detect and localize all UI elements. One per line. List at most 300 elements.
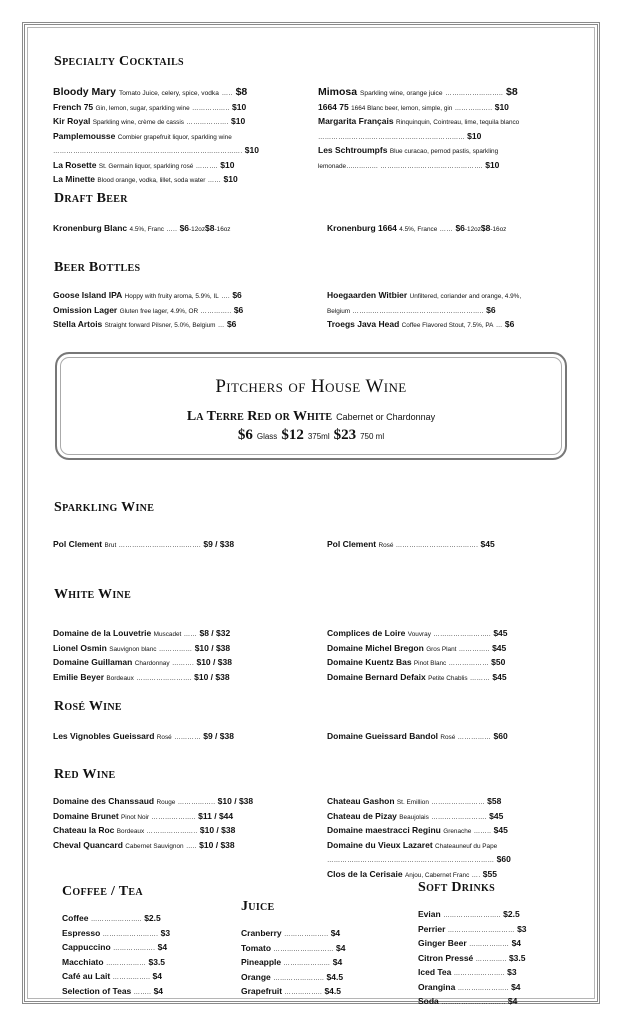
item-name: Café au Lait bbox=[62, 971, 111, 981]
item-price: $4 bbox=[511, 981, 521, 992]
section-heading-draft-beer: Draft Beer bbox=[54, 191, 128, 206]
menu-item bbox=[327, 839, 511, 854]
item-description: 4.5%, France bbox=[399, 226, 438, 233]
juice-list bbox=[241, 927, 346, 1000]
item-name: Complices de Loire bbox=[327, 628, 406, 638]
menu-item bbox=[53, 730, 234, 745]
item-leader-dots: …………….. bbox=[112, 974, 151, 981]
item-name: Domaine Brunet bbox=[53, 810, 119, 821]
item-price: $45 bbox=[493, 825, 508, 835]
item-leader-dots: ………….. bbox=[200, 307, 232, 315]
item-name: Omission Lager bbox=[53, 304, 118, 315]
menu-item bbox=[62, 985, 170, 1000]
label-750: 750 ml bbox=[360, 432, 385, 441]
item-name: Orangina bbox=[418, 981, 456, 992]
item-leader-dots: …… bbox=[439, 226, 454, 233]
item-leader-dots: ……………………… bbox=[273, 945, 334, 953]
item-price: $3 bbox=[160, 927, 171, 938]
house-wine-name: La Terre Red or White bbox=[186, 409, 333, 424]
item-leader-dots: ……………………. bbox=[102, 930, 159, 938]
draft-left-list bbox=[53, 222, 231, 237]
item-price: $58 bbox=[487, 796, 502, 806]
menu-item bbox=[327, 538, 495, 553]
item-price: $10 bbox=[230, 116, 246, 126]
menu-item bbox=[241, 971, 346, 986]
item-leader-dots: …. bbox=[471, 871, 481, 879]
house-wine-desc: Cabernet or Chardonnay bbox=[336, 412, 436, 422]
item-description: Hoppy with fruity aroma, 5.9%, IL bbox=[124, 293, 219, 300]
menu-item bbox=[53, 144, 263, 159]
menu-item bbox=[327, 824, 511, 839]
item-description: Rosé bbox=[156, 734, 172, 741]
item-leader-dots: ………. bbox=[171, 660, 195, 667]
item-price: $8 / $32 bbox=[199, 628, 231, 638]
item-description: Sparkling wine, crème de cassis bbox=[92, 119, 184, 126]
item-name: Cranberry bbox=[241, 928, 282, 938]
item-name: Cappuccino bbox=[62, 942, 111, 952]
white-left-list bbox=[53, 627, 232, 685]
item-price: $10 / $38 bbox=[196, 657, 232, 667]
item-price: $4 bbox=[507, 996, 518, 1006]
menu-item bbox=[318, 159, 558, 174]
item-price: $9 / $38 bbox=[203, 539, 235, 549]
item-description: lemonade…………… bbox=[318, 162, 379, 170]
item-description: Straight forward Pilsner, 5.0%, Belgium bbox=[104, 322, 216, 329]
item-price: $3 bbox=[507, 967, 517, 977]
item-price: $11 / $44 bbox=[198, 810, 234, 821]
sparkling-left-list bbox=[53, 538, 234, 553]
item-name: Citron Pressé bbox=[418, 952, 474, 963]
menu-item bbox=[241, 956, 346, 971]
item-price: $10 bbox=[244, 145, 259, 155]
menu-item bbox=[327, 671, 508, 686]
item-description: Blood orange, vodka, lillet, soda water bbox=[97, 177, 206, 184]
menu-item bbox=[53, 642, 232, 657]
item-description: Muscadet bbox=[153, 631, 182, 638]
menu-item bbox=[53, 115, 263, 130]
item-price: $2.5 bbox=[144, 913, 161, 923]
red-right-list bbox=[327, 795, 511, 882]
house-wine-prices bbox=[57, 426, 565, 444]
menu-item bbox=[53, 538, 234, 553]
item-name: Pineapple bbox=[241, 957, 282, 967]
menu-item bbox=[53, 839, 253, 854]
sparkling-right-list bbox=[327, 538, 495, 553]
price-375: $12 bbox=[281, 427, 304, 443]
menu-item bbox=[327, 656, 508, 671]
menu-item bbox=[53, 159, 263, 174]
item-price: $6 bbox=[486, 304, 496, 315]
item-name: Margarita Français bbox=[318, 116, 394, 126]
item-price: $8 bbox=[506, 86, 518, 98]
item-price: $9 / $38 bbox=[203, 731, 234, 741]
item-description: Sauvignon blanc bbox=[109, 645, 157, 653]
item-name: Domaine Michel Bregon bbox=[327, 642, 424, 653]
item-price: $45 bbox=[493, 628, 508, 638]
menu-item bbox=[418, 923, 527, 938]
menu-item bbox=[62, 912, 170, 927]
item-leader-dots: ………………………………. bbox=[118, 542, 201, 549]
item-name: Macchiato bbox=[62, 956, 104, 967]
item-name: Kir Royal bbox=[53, 116, 91, 126]
item-leader-dots: …………………… bbox=[431, 799, 485, 806]
item-description: Gros Plant bbox=[426, 645, 457, 653]
item-description: Rinquinquin, Cointreau, lime, tequila blanco bbox=[395, 119, 520, 126]
menu-item bbox=[418, 981, 527, 996]
item-description: Pinot Noir bbox=[121, 813, 150, 821]
item-name: Les Schtroumpfs bbox=[318, 145, 388, 155]
item-price: $8 bbox=[235, 86, 248, 98]
item-description: Rosé bbox=[378, 542, 394, 549]
item-name: Grapefruit bbox=[241, 986, 283, 996]
bottles-left-list bbox=[53, 289, 243, 333]
item-price: $60 bbox=[493, 731, 508, 741]
item-price: $10 / $38 bbox=[199, 839, 235, 850]
item-leader-dots: …………….. bbox=[284, 989, 323, 996]
menu-item bbox=[53, 795, 253, 810]
item-name: Stella Artois bbox=[53, 319, 103, 329]
item-leader-dots: ………….. bbox=[458, 645, 490, 653]
item-name: Troegs Java Head bbox=[327, 319, 400, 329]
item-leader-dots: ……………….. bbox=[151, 813, 196, 821]
item-description: Pinot Blanc bbox=[413, 660, 447, 667]
item-price: $45 bbox=[489, 810, 504, 821]
menu-item bbox=[53, 810, 253, 825]
item-description: Blue curacao, pernod pastis, sparkling bbox=[389, 148, 499, 155]
item-name: Domaine des Chanssaud bbox=[53, 796, 155, 806]
menu-item bbox=[318, 101, 558, 116]
item-name: Evian bbox=[418, 909, 441, 919]
menu-item bbox=[327, 730, 508, 745]
menu-item bbox=[418, 937, 527, 952]
item-price-large: $8 bbox=[205, 223, 215, 233]
item-description: 4.5%, Franc bbox=[129, 226, 164, 233]
item-description: Petite Chablis bbox=[428, 674, 468, 682]
menu-item bbox=[327, 304, 521, 319]
item-size-large: -16oz bbox=[490, 226, 507, 233]
menu-item bbox=[53, 289, 243, 304]
item-name: Pol Clement bbox=[53, 539, 103, 549]
item-description: Bordeaux bbox=[116, 828, 145, 835]
item-name: Selection of Teas bbox=[62, 985, 132, 996]
item-price: $60 bbox=[496, 854, 511, 864]
item-leader-dots: ………………………………. bbox=[395, 542, 479, 549]
section-heading-white-wine: White Wine bbox=[54, 587, 132, 602]
item-description: Combier grapefruit liquor, sparkling wine bbox=[117, 133, 232, 141]
item-name: Iced Tea bbox=[418, 967, 452, 977]
item-leader-dots: ….. bbox=[221, 90, 233, 97]
menu-item bbox=[418, 995, 527, 1010]
label-375: 375ml bbox=[307, 432, 330, 441]
section-heading-red-wine: Red Wine bbox=[54, 767, 116, 782]
menu-item bbox=[53, 627, 232, 642]
item-leader-dots: …………….. bbox=[192, 104, 230, 112]
bottles-right-list bbox=[327, 289, 521, 333]
item-name: Orange bbox=[241, 971, 271, 982]
item-leader-dots: …………………….. bbox=[445, 90, 504, 97]
item-name: Domaine de la Louvetrie bbox=[53, 628, 152, 638]
item-name: Pol Clement bbox=[327, 539, 377, 549]
item-name: Ginger Beer bbox=[418, 938, 467, 948]
menu-item bbox=[327, 642, 508, 657]
item-price: $6 bbox=[504, 319, 515, 329]
item-price: $4 bbox=[157, 942, 168, 952]
item-leader-dots: ………. bbox=[195, 162, 218, 170]
item-size-small: -12oz bbox=[189, 226, 206, 233]
menu-item bbox=[327, 222, 506, 237]
item-size-small: -12oz bbox=[464, 226, 481, 233]
item-price: $10 bbox=[494, 101, 509, 112]
item-price: $10 bbox=[223, 174, 238, 184]
item-description: Coffee Flavored Stout, 7.5%, PA bbox=[401, 322, 494, 329]
item-leader-dots: …………….. bbox=[177, 799, 216, 806]
item-leader-dots: ……………………….. bbox=[441, 999, 506, 1006]
item-name: Bloody Mary bbox=[53, 86, 117, 98]
section-heading-juice: Juice bbox=[241, 899, 275, 914]
item-leader-dots: …….. bbox=[473, 828, 492, 835]
menu-item bbox=[327, 795, 511, 810]
menu-item bbox=[318, 86, 558, 101]
item-name: Domaine Kuentz Bas bbox=[327, 657, 412, 667]
item-leader-dots: ……………….. bbox=[284, 931, 329, 938]
item-leader-dots: ………………….. bbox=[273, 974, 325, 982]
item-price: $50 bbox=[491, 657, 506, 667]
item-price: $4.5 bbox=[324, 986, 341, 996]
menu-item bbox=[327, 289, 521, 304]
item-price-small: $6 bbox=[179, 223, 190, 233]
soft-drinks-list bbox=[418, 908, 527, 1010]
section-heading-soft-drinks: Soft Drinks bbox=[418, 880, 495, 895]
item-name: Domaine maestracci Reginu bbox=[327, 825, 441, 835]
menu-item bbox=[53, 656, 232, 671]
item-leader-dots: ………………………………………………………………… bbox=[327, 857, 495, 864]
menu-item bbox=[318, 144, 558, 159]
menu-item bbox=[53, 86, 263, 101]
item-name: French 75 bbox=[53, 101, 94, 112]
item-price: $4 bbox=[511, 938, 522, 948]
item-leader-dots: …… bbox=[207, 177, 222, 184]
menu-item bbox=[62, 927, 170, 942]
item-leader-dots: ………………………… bbox=[447, 926, 515, 934]
item-name: Hoegaarden Witbier bbox=[327, 290, 408, 300]
item-leader-dots: ………………….. bbox=[453, 970, 505, 977]
item-name: Domaine Gueissard Bandol bbox=[327, 731, 438, 741]
item-leader-dots: …………………….. bbox=[443, 912, 501, 919]
item-name: Clos de la Cerisaie bbox=[327, 868, 403, 879]
item-leader-dots: ………………. bbox=[186, 119, 229, 126]
menu-item bbox=[318, 130, 558, 145]
menu-item bbox=[327, 318, 521, 333]
cocktails-left-list bbox=[53, 86, 263, 184]
menu-item bbox=[62, 970, 170, 985]
item-leader-dots: ……… bbox=[469, 674, 490, 682]
price-750: $23 bbox=[333, 427, 357, 443]
item-description: Cabernet Sauvignon bbox=[125, 842, 184, 850]
menu-item bbox=[53, 101, 263, 116]
item-description: Sparkling wine, orange juice bbox=[360, 90, 443, 97]
rose-right-list bbox=[327, 730, 508, 745]
item-price: $10 / $38 bbox=[194, 642, 231, 653]
menu-item bbox=[318, 115, 558, 130]
item-leader-dots: …. bbox=[221, 293, 230, 300]
item-name: La Minette bbox=[53, 174, 96, 184]
item-leader-dots: ……………… bbox=[448, 660, 489, 667]
item-description: Tomato Juice, celery, spice, vodka bbox=[118, 90, 219, 97]
item-price-small: $6 bbox=[455, 223, 465, 233]
item-description: Belgium bbox=[327, 307, 351, 315]
red-left-list bbox=[53, 795, 253, 853]
item-price: $10 bbox=[467, 130, 482, 141]
item-leader-dots: ……………… bbox=[469, 941, 510, 948]
section-heading-sparkling-wine: Sparkling Wine bbox=[54, 500, 155, 515]
item-price: $3.5 bbox=[508, 952, 526, 963]
item-description: Chateauneuf du Pape bbox=[435, 842, 498, 850]
item-name: Pamplemousse bbox=[53, 130, 116, 141]
menu-item bbox=[53, 222, 231, 237]
cocktails-right-list bbox=[318, 86, 558, 173]
item-description: Brut bbox=[104, 542, 117, 549]
item-price: $10 / $38 bbox=[199, 825, 236, 835]
item-price: $45 bbox=[492, 642, 507, 653]
item-size-large: -16oz bbox=[214, 226, 231, 233]
item-leader-dots: ….. bbox=[185, 842, 197, 850]
item-description: Gin, lemon, sugar, sparkling wine bbox=[95, 104, 190, 112]
item-name: Perrier bbox=[418, 923, 446, 934]
item-name: Domaine du Vieux Lazaret bbox=[327, 839, 433, 850]
house-wine-title: Pitchers of House Wine bbox=[215, 376, 407, 397]
menu-item bbox=[241, 942, 346, 957]
section-heading-rose-wine: Rosé Wine bbox=[54, 699, 122, 714]
item-leader-dots: …… bbox=[183, 631, 198, 638]
item-description: Unfiltered, coriander and orange, 4.9%, bbox=[409, 293, 522, 300]
item-name: Tomato bbox=[241, 942, 272, 953]
item-price-large: $8 bbox=[480, 223, 491, 233]
item-name: Les Vignobles Gueissard bbox=[53, 731, 155, 741]
item-price: $10 / $38 bbox=[217, 796, 254, 806]
item-description: Bordeaux bbox=[106, 674, 134, 682]
item-leader-dots: ………………… bbox=[283, 960, 331, 967]
menu-item bbox=[53, 824, 253, 839]
item-price: $4 bbox=[152, 971, 163, 981]
item-description: Anjou, Cabernet Franc bbox=[404, 871, 470, 879]
item-price: $10 / $38 bbox=[194, 671, 230, 682]
menu-item bbox=[418, 966, 527, 981]
item-name: Espresso bbox=[62, 927, 101, 938]
item-leader-dots: ……………………. bbox=[431, 813, 487, 821]
item-leader-dots: ….. bbox=[166, 226, 178, 233]
item-leader-dots: ………….. bbox=[475, 955, 507, 963]
item-leader-dots: …………… bbox=[158, 645, 193, 653]
coffee-list bbox=[62, 912, 170, 999]
item-name: Coffee bbox=[62, 913, 89, 923]
item-name: Kronenburg 1664 bbox=[327, 223, 397, 233]
item-leader-dots: ………………….. bbox=[146, 828, 198, 835]
item-name: Kronenburg Blanc bbox=[53, 223, 128, 233]
item-name: Domaine Guillaman bbox=[53, 657, 133, 667]
item-description: Vouvray bbox=[407, 631, 431, 638]
item-price: $4.5 bbox=[326, 971, 344, 982]
price-glass: $6 bbox=[237, 427, 253, 443]
menu-item bbox=[53, 130, 263, 145]
menu-item bbox=[53, 671, 232, 686]
section-heading-specialty-cocktails: Specialty Cocktails bbox=[54, 54, 184, 69]
item-description: Rosé bbox=[440, 734, 456, 741]
house-wine-line bbox=[57, 407, 565, 425]
item-price: $3 bbox=[517, 923, 527, 934]
item-name: Chateau Gashon bbox=[327, 796, 395, 806]
item-leader-dots: ………………………………………. bbox=[380, 162, 483, 170]
item-price: $4 bbox=[336, 942, 346, 953]
item-leader-dots: … bbox=[495, 322, 503, 329]
menu-item bbox=[53, 318, 243, 333]
item-description: Gluten free lager, 4.9%, OR bbox=[119, 307, 199, 315]
item-leader-dots: …………………………………………………………………………. bbox=[53, 148, 243, 155]
menu-item bbox=[327, 627, 508, 642]
menu-item bbox=[62, 956, 170, 971]
item-price: $10 bbox=[220, 159, 235, 170]
item-description: Chardonnay bbox=[134, 660, 170, 667]
draft-right-list bbox=[327, 222, 506, 237]
item-leader-dots: ………………….. bbox=[90, 916, 142, 923]
item-name: 1664 75 bbox=[318, 101, 349, 112]
item-description: 1664 Blanc beer, lemon, simple, gin bbox=[351, 104, 453, 112]
menu-item bbox=[418, 908, 527, 923]
item-description: Rouge bbox=[156, 799, 176, 806]
menu-item bbox=[53, 173, 263, 188]
white-right-list bbox=[327, 627, 508, 685]
section-heading-coffee-tea: Coffee / Tea bbox=[62, 884, 143, 899]
item-leader-dots: …………… bbox=[457, 734, 492, 741]
item-description: Beaujolais bbox=[399, 813, 429, 821]
item-price: $2.5 bbox=[503, 909, 520, 919]
item-leader-dots: ……………………. bbox=[136, 674, 192, 682]
item-price: $10 bbox=[485, 159, 500, 170]
item-price: $3.5 bbox=[148, 956, 166, 967]
item-leader-dots: …………….. bbox=[454, 104, 493, 112]
item-name: Chateau la Roc bbox=[53, 825, 115, 835]
item-price: $6 bbox=[233, 304, 244, 315]
item-price: $4 bbox=[153, 985, 164, 996]
item-price: $10 bbox=[232, 101, 247, 112]
menu-item bbox=[53, 304, 243, 319]
item-leader-dots: …………………….. bbox=[433, 631, 491, 638]
label-glass: Glass bbox=[256, 432, 278, 441]
item-price: $6 bbox=[226, 319, 237, 329]
item-leader-dots: ………………………………………………….. bbox=[352, 307, 484, 315]
item-description: Grenache bbox=[443, 828, 472, 835]
item-price: $4 bbox=[330, 928, 341, 938]
item-name: Domaine Bernard Defaix bbox=[327, 671, 426, 682]
item-leader-dots: ………………….. bbox=[457, 984, 509, 992]
menu-item bbox=[327, 810, 511, 825]
item-price: $45 bbox=[492, 671, 507, 682]
item-price: $45 bbox=[480, 539, 495, 549]
section-heading-beer-bottles: Beer Bottles bbox=[54, 260, 141, 275]
item-leader-dots: … bbox=[217, 322, 225, 329]
menu-item bbox=[241, 985, 346, 1000]
item-leader-dots: ………… bbox=[174, 734, 201, 741]
rose-left-list bbox=[53, 730, 234, 745]
item-name: La Rosette bbox=[53, 159, 97, 170]
item-price: $55 bbox=[482, 868, 497, 879]
item-description: St. Germain liquor, sparkling rosé bbox=[98, 162, 194, 170]
item-leader-dots: ……………… bbox=[105, 959, 147, 967]
item-price: $4 bbox=[332, 957, 343, 967]
item-leader-dots: …….. bbox=[133, 988, 152, 996]
menu-item bbox=[327, 853, 511, 868]
item-price: $6 bbox=[232, 290, 242, 300]
item-leader-dots: ………………………………………………………... bbox=[318, 133, 465, 141]
